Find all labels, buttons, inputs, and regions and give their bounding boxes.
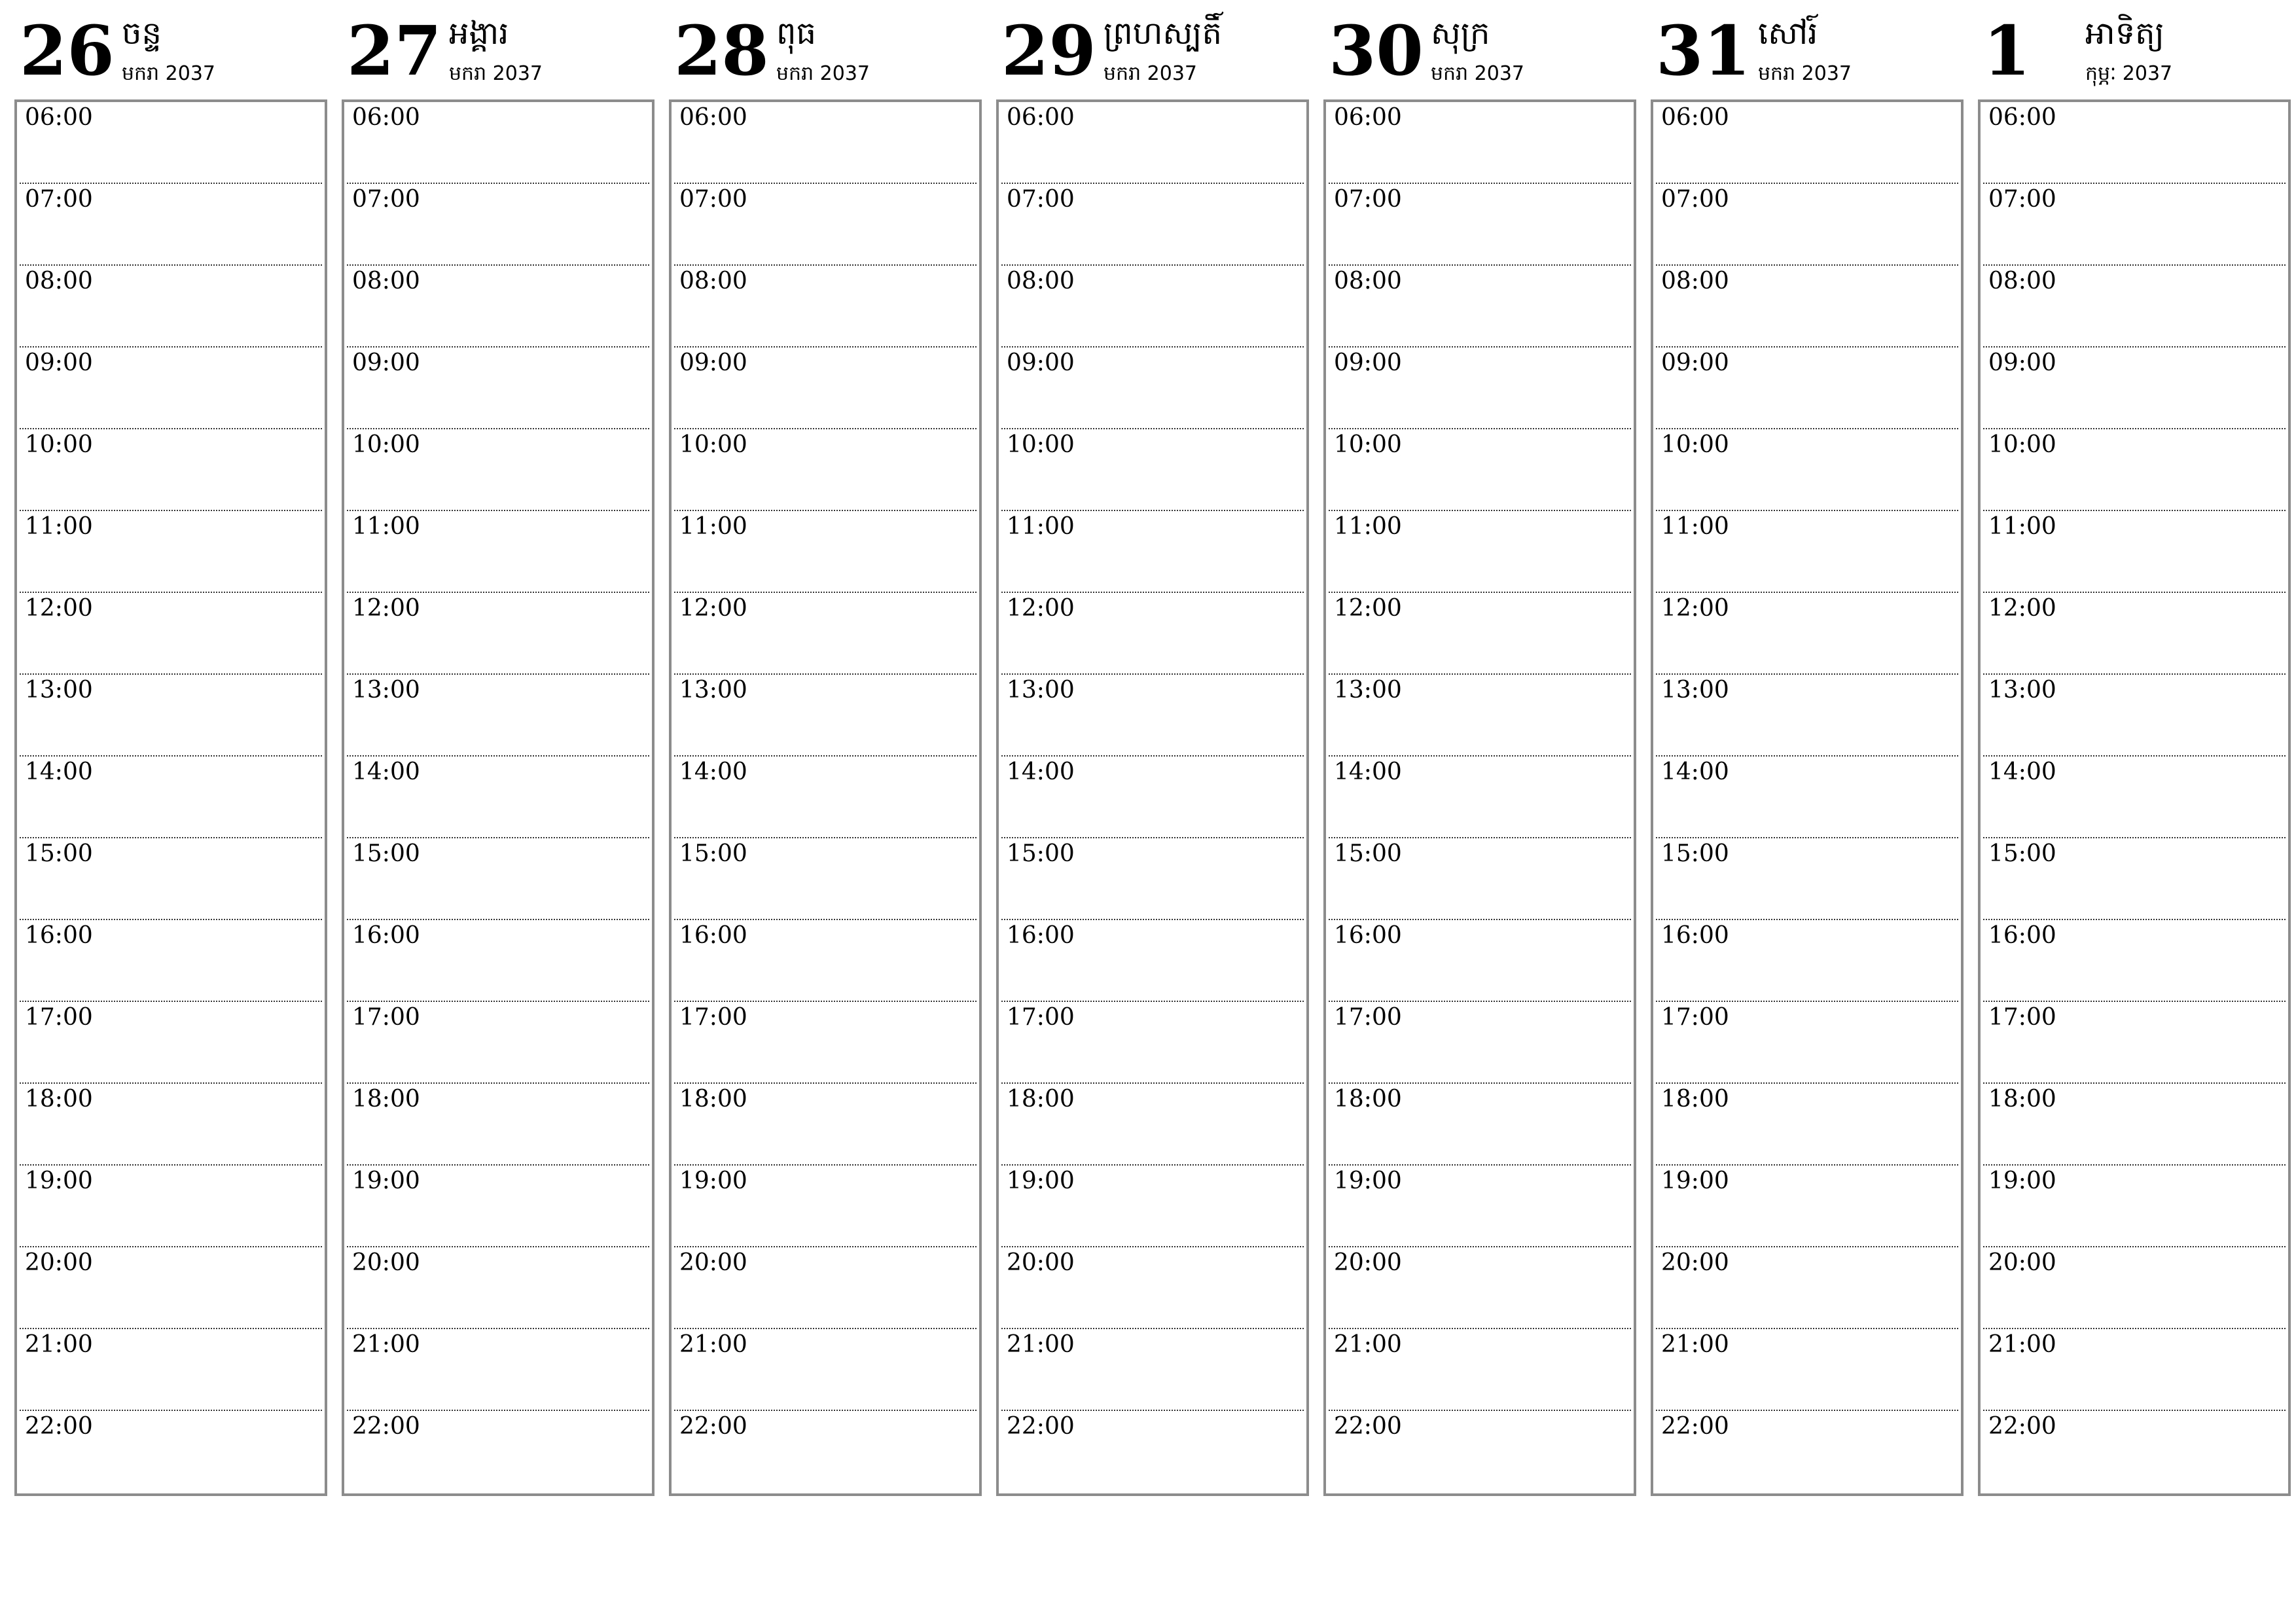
day-name: អាទិត្យ: [2085, 15, 2164, 52]
day-month-year: កុម្ភៈ 2037: [2085, 62, 2173, 85]
time-label: 11:00: [1007, 513, 1075, 540]
time-label: 17:00: [25, 1004, 93, 1031]
time-slot[interactable]: [1656, 1166, 1958, 1247]
time-label: 10:00: [1988, 431, 2056, 458]
day-number: 26: [20, 10, 115, 91]
time-slot[interactable]: [674, 348, 977, 429]
day-header: [669, 10, 982, 99]
time-slot[interactable]: [674, 511, 977, 593]
time-slot[interactable]: [347, 1084, 649, 1166]
time-slot[interactable]: [20, 675, 322, 757]
time-slot[interactable]: [20, 593, 322, 675]
time-slot[interactable]: [347, 102, 649, 184]
time-slot[interactable]: [347, 675, 649, 757]
time-slot[interactable]: [1983, 511, 2286, 593]
day-number: 1: [1983, 10, 2031, 91]
time-label: 15:00: [25, 840, 93, 867]
time-slot[interactable]: [1329, 757, 1631, 838]
time-label: 06:00: [25, 104, 93, 131]
time-label: 10:00: [1334, 431, 1402, 458]
time-slot[interactable]: [20, 429, 322, 511]
time-label: 08:00: [1334, 268, 1402, 294]
time-label: 12:00: [352, 595, 420, 622]
time-label: 18:00: [25, 1086, 93, 1113]
time-label: 22:00: [679, 1413, 747, 1440]
time-label: 18:00: [679, 1086, 747, 1113]
time-label: 07:00: [352, 186, 420, 213]
time-label: 17:00: [1334, 1004, 1402, 1031]
time-label: 10:00: [352, 431, 420, 458]
time-slot[interactable]: [1656, 675, 1958, 757]
time-slot[interactable]: [347, 1002, 649, 1084]
time-slot[interactable]: [1001, 1329, 1304, 1411]
day-column: [342, 10, 655, 1497]
time-label: 16:00: [1988, 922, 2056, 949]
time-label: 11:00: [1661, 513, 1729, 540]
time-label: 12:00: [1334, 595, 1402, 622]
time-slot[interactable]: [20, 1166, 322, 1247]
time-slot[interactable]: [20, 102, 322, 184]
time-label: 19:00: [679, 1168, 747, 1194]
time-label: 22:00: [1661, 1413, 1729, 1440]
day-header: [996, 10, 1309, 99]
time-label: 11:00: [352, 513, 420, 540]
time-slot[interactable]: [1983, 429, 2286, 511]
time-slot[interactable]: [1983, 1166, 2286, 1247]
time-label: 12:00: [25, 595, 93, 622]
day-header: [342, 10, 655, 99]
time-slot[interactable]: [674, 675, 977, 757]
day-column: [1978, 10, 2291, 1497]
time-slot[interactable]: [1656, 757, 1958, 838]
time-label: 14:00: [352, 758, 420, 785]
time-label: 19:00: [1988, 1168, 2056, 1194]
time-label: 17:00: [1988, 1004, 2056, 1031]
time-slot[interactable]: [1329, 593, 1631, 675]
time-slot[interactable]: [347, 1411, 649, 1493]
time-slot[interactable]: [674, 1002, 977, 1084]
time-label: 07:00: [1661, 186, 1729, 213]
time-label: 08:00: [25, 268, 93, 294]
time-label: 14:00: [1007, 758, 1075, 785]
time-label: 09:00: [25, 349, 93, 376]
time-label: 09:00: [1988, 349, 2056, 376]
time-slot[interactable]: [1329, 429, 1631, 511]
time-slot[interactable]: [347, 348, 649, 429]
time-slot[interactable]: [1983, 593, 2286, 675]
time-label: 10:00: [679, 431, 747, 458]
day-number: 30: [1329, 10, 1424, 91]
day-month-year: មករា 2037: [122, 62, 216, 85]
time-label: 13:00: [25, 677, 93, 704]
day-header: [1978, 10, 2291, 99]
time-slot[interactable]: [1329, 838, 1631, 920]
day-schedule-box: [1323, 99, 1636, 1496]
time-label: 17:00: [352, 1004, 420, 1031]
time-label: 21:00: [1661, 1331, 1729, 1358]
day-column: [1651, 10, 1964, 1497]
time-slot[interactable]: [1983, 1247, 2286, 1329]
time-label: 08:00: [1661, 268, 1729, 294]
time-label: 08:00: [352, 268, 420, 294]
time-slot[interactable]: [1656, 1329, 1958, 1411]
time-slot[interactable]: [1983, 675, 2286, 757]
time-label: 06:00: [1661, 104, 1729, 131]
time-slot[interactable]: [347, 1247, 649, 1329]
time-label: 17:00: [1661, 1004, 1729, 1031]
time-label: 11:00: [25, 513, 93, 540]
time-label: 19:00: [1661, 1168, 1729, 1194]
time-label: 13:00: [1007, 677, 1075, 704]
time-slot[interactable]: [347, 429, 649, 511]
time-label: 09:00: [1334, 349, 1402, 376]
time-slot[interactable]: [347, 593, 649, 675]
time-slot[interactable]: [20, 1002, 322, 1084]
time-slot[interactable]: [1001, 266, 1304, 348]
time-slot[interactable]: [1983, 1002, 2286, 1084]
time-label: 08:00: [1988, 268, 2056, 294]
time-slot[interactable]: [20, 1084, 322, 1166]
time-slot[interactable]: [347, 920, 649, 1002]
time-slot[interactable]: [1001, 757, 1304, 838]
day-schedule-box: [996, 99, 1309, 1496]
day-month-year: មករា 2037: [449, 62, 543, 85]
time-label: 13:00: [1334, 677, 1402, 704]
weekly-planner: [14, 10, 2283, 1497]
time-label: 21:00: [1988, 1331, 2056, 1358]
time-slot[interactable]: [1001, 348, 1304, 429]
time-slot[interactable]: [347, 1329, 649, 1411]
day-name: អង្គារ: [449, 15, 509, 52]
time-slot[interactable]: [1983, 1411, 2286, 1493]
time-label: 15:00: [352, 840, 420, 867]
time-label: 22:00: [352, 1413, 420, 1440]
time-slot[interactable]: [674, 1329, 977, 1411]
time-slot[interactable]: [347, 1166, 649, 1247]
time-slot[interactable]: [1656, 838, 1958, 920]
time-slot[interactable]: [1001, 429, 1304, 511]
time-label: 11:00: [679, 513, 747, 540]
time-slot[interactable]: [1656, 429, 1958, 511]
time-label: 07:00: [1334, 186, 1402, 213]
time-slot[interactable]: [1329, 102, 1631, 184]
time-label: 20:00: [1334, 1249, 1402, 1276]
time-label: 22:00: [1007, 1413, 1075, 1440]
time-label: 16:00: [25, 922, 93, 949]
time-label: 19:00: [352, 1168, 420, 1194]
time-slot[interactable]: [1001, 1084, 1304, 1166]
time-slot[interactable]: [347, 184, 649, 266]
day-schedule-box: [14, 99, 327, 1496]
time-label: 21:00: [1007, 1331, 1075, 1358]
time-label: 13:00: [1988, 677, 2056, 704]
time-slot[interactable]: [1001, 593, 1304, 675]
time-label: 18:00: [1661, 1086, 1729, 1113]
time-label: 22:00: [1334, 1413, 1402, 1440]
time-slot[interactable]: [1656, 102, 1958, 184]
time-label: 09:00: [679, 349, 747, 376]
time-label: 09:00: [1007, 349, 1075, 376]
time-label: 12:00: [1661, 595, 1729, 622]
day-column: [14, 10, 327, 1497]
time-slot[interactable]: [674, 1084, 977, 1166]
time-label: 10:00: [1007, 431, 1075, 458]
time-label: 18:00: [1334, 1086, 1402, 1113]
time-slot[interactable]: [674, 102, 977, 184]
time-label: 06:00: [1988, 104, 2056, 131]
time-slot[interactable]: [674, 838, 977, 920]
time-label: 14:00: [25, 758, 93, 785]
time-label: 06:00: [1334, 104, 1402, 131]
time-label: 20:00: [352, 1249, 420, 1276]
day-schedule-box: [1651, 99, 1964, 1496]
time-slot[interactable]: [1983, 184, 2286, 266]
time-label: 22:00: [1988, 1413, 2056, 1440]
time-slot[interactable]: [1983, 348, 2286, 429]
time-label: 16:00: [679, 922, 747, 949]
day-name: ចន្ទ: [122, 15, 162, 52]
time-slot[interactable]: [1329, 675, 1631, 757]
time-slot[interactable]: [1983, 838, 2286, 920]
day-number: 27: [347, 10, 442, 91]
time-label: 15:00: [1988, 840, 2056, 867]
day-column: [669, 10, 982, 1497]
day-month-year: មករា 2037: [776, 62, 870, 85]
day-month-year: មករា 2037: [1431, 62, 1525, 85]
time-slot[interactable]: [1656, 1411, 1958, 1493]
time-slot[interactable]: [20, 266, 322, 348]
time-slot[interactable]: [1001, 1247, 1304, 1329]
time-label: 13:00: [352, 677, 420, 704]
time-slot[interactable]: [674, 757, 977, 838]
time-label: 15:00: [679, 840, 747, 867]
time-slot[interactable]: [1983, 266, 2286, 348]
time-slot[interactable]: [1001, 102, 1304, 184]
time-slot[interactable]: [1329, 348, 1631, 429]
time-slot[interactable]: [674, 593, 977, 675]
time-slot[interactable]: [1329, 1002, 1631, 1084]
time-label: 17:00: [1007, 1004, 1075, 1031]
time-label: 10:00: [1661, 431, 1729, 458]
time-slot[interactable]: [20, 1411, 322, 1493]
time-label: 12:00: [679, 595, 747, 622]
time-label: 21:00: [1334, 1331, 1402, 1358]
time-slot[interactable]: [347, 757, 649, 838]
time-label: 16:00: [1334, 922, 1402, 949]
time-slot[interactable]: [674, 1247, 977, 1329]
time-slot[interactable]: [1983, 102, 2286, 184]
time-label: 07:00: [1988, 186, 2056, 213]
time-label: 08:00: [679, 268, 747, 294]
time-label: 07:00: [25, 186, 93, 213]
time-slot[interactable]: [674, 1166, 977, 1247]
time-slot[interactable]: [20, 757, 322, 838]
time-label: 19:00: [1007, 1168, 1075, 1194]
time-label: 09:00: [1661, 349, 1729, 376]
time-label: 08:00: [1007, 268, 1075, 294]
time-slot[interactable]: [1001, 1411, 1304, 1493]
time-slot[interactable]: [1001, 1002, 1304, 1084]
time-slot[interactable]: [347, 266, 649, 348]
time-slot[interactable]: [1656, 184, 1958, 266]
day-number: 31: [1656, 10, 1751, 91]
time-slot[interactable]: [1329, 266, 1631, 348]
time-label: 17:00: [679, 1004, 747, 1031]
time-slot[interactable]: [674, 920, 977, 1002]
time-label: 20:00: [25, 1249, 93, 1276]
time-slot[interactable]: [1656, 593, 1958, 675]
time-label: 20:00: [1007, 1249, 1075, 1276]
day-number: 28: [674, 10, 769, 91]
time-label: 19:00: [25, 1168, 93, 1194]
time-slot[interactable]: [674, 429, 977, 511]
time-label: 21:00: [25, 1331, 93, 1358]
time-label: 14:00: [679, 758, 747, 785]
time-slot[interactable]: [1656, 1002, 1958, 1084]
day-name: សៅរ៍: [1758, 15, 1818, 52]
time-slot[interactable]: [674, 266, 977, 348]
time-label: 13:00: [1661, 677, 1729, 704]
time-label: 11:00: [1334, 513, 1402, 540]
day-header: [1651, 10, 1964, 99]
time-label: 19:00: [1334, 1168, 1402, 1194]
day-name: ពុធ: [776, 15, 816, 52]
time-label: 13:00: [679, 677, 747, 704]
time-slot[interactable]: [1656, 1084, 1958, 1166]
day-header: [1323, 10, 1636, 99]
time-slot[interactable]: [1329, 511, 1631, 593]
time-label: 22:00: [25, 1413, 93, 1440]
time-label: 10:00: [25, 431, 93, 458]
time-label: 20:00: [1988, 1249, 2056, 1276]
time-slot[interactable]: [1329, 1329, 1631, 1411]
time-label: 20:00: [1661, 1249, 1729, 1276]
day-schedule-box: [342, 99, 655, 1496]
time-label: 06:00: [1007, 104, 1075, 131]
time-label: 16:00: [1007, 922, 1075, 949]
day-name: ព្រហស្បតិ៍: [1103, 15, 1222, 52]
time-label: 18:00: [1007, 1086, 1075, 1113]
time-slot[interactable]: [1329, 1084, 1631, 1166]
time-label: 07:00: [1007, 186, 1075, 213]
day-column: [996, 10, 1309, 1497]
time-slot[interactable]: [1656, 511, 1958, 593]
day-schedule-box: [1978, 99, 2291, 1496]
time-slot[interactable]: [1656, 266, 1958, 348]
time-slot[interactable]: [1656, 348, 1958, 429]
time-label: 14:00: [1334, 758, 1402, 785]
time-label: 07:00: [679, 186, 747, 213]
day-column: [1323, 10, 1636, 1497]
time-label: 06:00: [679, 104, 747, 131]
time-label: 15:00: [1334, 840, 1402, 867]
time-slot[interactable]: [1001, 838, 1304, 920]
time-slot[interactable]: [1656, 1247, 1958, 1329]
time-slot[interactable]: [20, 511, 322, 593]
time-slot[interactable]: [674, 1411, 977, 1493]
time-slot[interactable]: [1329, 920, 1631, 1002]
time-slot[interactable]: [20, 1329, 322, 1411]
time-label: 16:00: [1661, 922, 1729, 949]
time-label: 12:00: [1007, 595, 1075, 622]
time-label: 09:00: [352, 349, 420, 376]
time-slot[interactable]: [1983, 757, 2286, 838]
day-month-year: មករា 2037: [1103, 62, 1198, 85]
time-slot[interactable]: [1329, 1166, 1631, 1247]
time-slot[interactable]: [1329, 1411, 1631, 1493]
time-slot[interactable]: [347, 838, 649, 920]
time-slot[interactable]: [20, 838, 322, 920]
time-label: 11:00: [1988, 513, 2056, 540]
time-slot[interactable]: [1983, 1084, 2286, 1166]
time-slot[interactable]: [674, 184, 977, 266]
time-slot[interactable]: [1001, 1166, 1304, 1247]
time-slot[interactable]: [1329, 184, 1631, 266]
time-slot[interactable]: [1001, 675, 1304, 757]
time-slot[interactable]: [1001, 920, 1304, 1002]
day-number: 29: [1001, 10, 1096, 91]
day-schedule-box: [669, 99, 982, 1496]
time-label: 06:00: [352, 104, 420, 131]
time-slot[interactable]: [1656, 920, 1958, 1002]
time-slot[interactable]: [1983, 1329, 2286, 1411]
time-slot[interactable]: [1001, 184, 1304, 266]
day-header: [14, 10, 327, 99]
time-slot[interactable]: [1983, 920, 2286, 1002]
time-label: 18:00: [1988, 1086, 2056, 1113]
time-label: 18:00: [352, 1086, 420, 1113]
time-label: 16:00: [352, 922, 420, 949]
time-label: 15:00: [1661, 840, 1729, 867]
time-slot[interactable]: [1329, 1247, 1631, 1329]
time-label: 21:00: [352, 1331, 420, 1358]
time-label: 14:00: [1661, 758, 1729, 785]
time-slot[interactable]: [347, 511, 649, 593]
time-label: 21:00: [679, 1331, 747, 1358]
time-label: 20:00: [679, 1249, 747, 1276]
day-month-year: មករា 2037: [1758, 62, 1852, 85]
time-label: 14:00: [1988, 758, 2056, 785]
time-label: 12:00: [1988, 595, 2056, 622]
time-label: 15:00: [1007, 840, 1075, 867]
time-slot[interactable]: [20, 1247, 322, 1329]
time-slot[interactable]: [20, 348, 322, 429]
time-slot[interactable]: [1001, 511, 1304, 593]
time-slot[interactable]: [20, 184, 322, 266]
time-slot[interactable]: [20, 920, 322, 1002]
day-name: សុក្រ: [1431, 15, 1490, 52]
